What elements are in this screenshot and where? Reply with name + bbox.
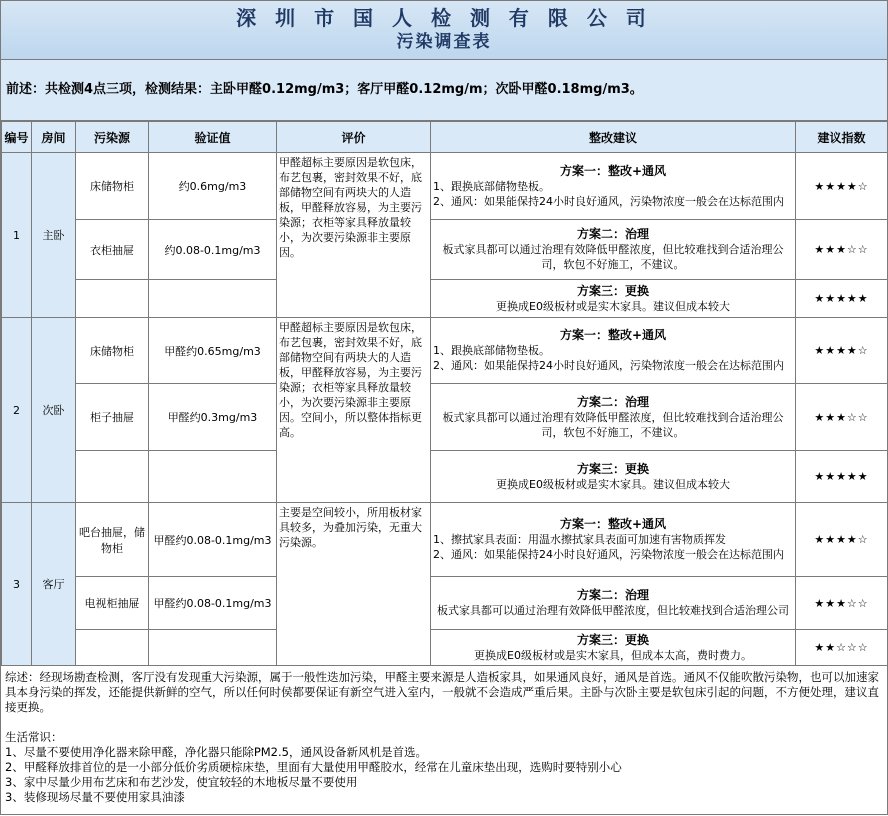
- col-header: 建议指数: [796, 122, 888, 153]
- plan-cell: [431, 153, 796, 220]
- table-row: [2, 153, 888, 220]
- evaluation-text: 甲醛超标主要原因是软包床，布艺包裹，密封效果不好，底部储物空间有两块大的人造板，甲醛释放容易，为主要污染源；衣柜等家具释放量较小，为次要污染源非主要原因。空间小，所以整体指标更高。: [277, 318, 431, 503]
- plan-line: 更换成E0级板材或是实木家具。建议但成本较大: [496, 299, 730, 313]
- col-header: 房间: [32, 122, 76, 153]
- plan-title: 方案二：治理: [576, 394, 649, 409]
- pollution-table: [1, 121, 888, 666]
- pollution-source: 吧台抽屉，储物柜: [76, 503, 149, 577]
- test-value: [149, 630, 277, 666]
- plan-line: 2、通风：如果能保持24小时良好通风，污染物浓度一般会在达标范围内: [433, 194, 784, 208]
- rating-stars: ★★★☆☆: [796, 220, 888, 280]
- plan-title: 方案一：整改+通风: [559, 163, 667, 178]
- table-row: [2, 220, 888, 280]
- table-row: [2, 384, 888, 451]
- rating-stars: ★★★★☆: [796, 153, 888, 220]
- tip-item: 1、尽量不要使用净化器来除甲醛，净化器只能除PM2.5，通风设备新风机是首选。: [5, 745, 427, 759]
- room-number: 2: [2, 318, 32, 503]
- rating-stars: ★★★★☆: [796, 318, 888, 384]
- tip-item: 3、家中尽量少用布艺床和布艺沙发，使宜较轻的木地板尽量不要使用: [5, 775, 358, 789]
- test-value: 甲醛约0.65mg/m3: [149, 318, 277, 384]
- summary-line: 前述：共检测4点三项，检测结果：主卧甲醛0.12mg/m3；客厅甲醛0.12mg/m；次卧甲醛0.18mg/m3。: [1, 60, 887, 121]
- tip-item: 2、甲醛释放排首位的是一小部分低价劣质硬棕床垫，里面有大量使用甲醛胶水，经常在儿童床垫出现，选购时要特别小心: [5, 760, 622, 774]
- test-value: [149, 280, 277, 318]
- rating-stars: ★★☆☆☆: [796, 630, 888, 666]
- plan-title: 方案二：治理: [576, 588, 649, 602]
- plan-line: 更换成E0级板材或是实木家具，但成本太高，费时费力。: [474, 648, 752, 662]
- rating-stars: ★★★☆☆: [796, 577, 888, 630]
- title-banner: [1, 1, 887, 60]
- pollution-source: 床储物柜: [76, 153, 149, 220]
- plan-line: 更换成E0级板材或是实木家具。建议但成本较大: [496, 477, 730, 491]
- table-row: [2, 280, 888, 318]
- pollution-source: [76, 630, 149, 666]
- room-number: 3: [2, 503, 32, 666]
- plan-line: 1、跟换底部储物垫板。: [433, 344, 550, 357]
- pollution-source: 床储物柜: [76, 318, 149, 384]
- plan-cell: [431, 318, 796, 384]
- test-value: 约0.6mg/m3: [149, 153, 277, 220]
- conclusion-text: 综述：经现场勘查检测，客厅没有发现重大污染源，属于一般性迭加污染，甲醛主要来源是人造板家具，如果通风良好，通风是首选。通风不仅能吹散污染物，也可以加速家具本身污染的挥发，还能提供新鲜的空气，所以任何时侯都要保证有新空气进入室内，一般就不会造成严重后果。主卧与次卧主要是软包床引起的问题，不方便处理，建议直接更换。: [5, 670, 879, 714]
- plan-cell: [431, 503, 796, 577]
- test-value: 约0.08-0.1mg/m3: [149, 220, 277, 280]
- col-header: 编号: [2, 122, 32, 153]
- room-name: 次卧: [32, 318, 76, 503]
- col-header: 验证值: [149, 122, 277, 153]
- plan-title: 方案一：整改+通风: [559, 328, 667, 342]
- plan-title: 方案三：更换: [576, 632, 649, 647]
- test-value: 甲醛约0.3mg/m3: [149, 384, 277, 451]
- room-name: 主卧: [32, 153, 76, 318]
- col-header: 污染源: [76, 122, 149, 153]
- plan-title: 方案三：更换: [576, 283, 649, 298]
- plan-line: 1、擦拭家具表面：用温水擦拭家具表面可加速有害物质挥发: [433, 533, 726, 546]
- rating-stars: ★★★★☆: [796, 503, 888, 577]
- pollution-source: 衣柜抽屉: [76, 220, 149, 280]
- pollution-source: 电视柜抽屉: [76, 577, 149, 630]
- evaluation-text: 主要是空间较小，所用板材家具较多，为叠加污染，无重大污染源。: [277, 503, 431, 666]
- room-number: 1: [2, 153, 32, 318]
- plan-line: 板式家具都可以通过治理有效降低甲醛浓度，但比较难找到合适治理公司，软包不好施工，不建议。: [442, 243, 784, 271]
- rating-stars: ★★★★★: [796, 451, 888, 503]
- col-header: 评价: [277, 122, 431, 153]
- rating-stars: ★★★☆☆: [796, 384, 888, 451]
- company-name: 深 圳 市 国 人 检 测 有 限 公 司: [236, 6, 652, 30]
- test-value: 甲醛约0.08-0.1mg/m3: [149, 503, 277, 577]
- plan-line: 1、跟换底部储物垫板。: [433, 179, 550, 193]
- plan-line: 2、通风：如果能保持24小时良好通风，污染物浓度一般会在达标范围内: [433, 548, 784, 561]
- table-row: [2, 630, 888, 666]
- rating-stars: ★★★★★: [796, 280, 888, 318]
- col-header: 整改建议: [431, 122, 796, 153]
- tips-title: 生活常识：: [5, 730, 63, 744]
- report-title: 污染调查表: [396, 32, 492, 52]
- table-row: [2, 451, 888, 503]
- plan-cell: [431, 630, 796, 666]
- plan-title: 方案三：更换: [576, 461, 649, 476]
- evaluation-text: 甲醛超标主要原因是软包床，布艺包裹，密封效果不好，底部储物空间有两块大的人造板，甲醛释放容易，为主要污染源；衣柜等家具释放量较小，为次要污染源非主要原因。: [277, 153, 431, 318]
- room-name: 客厅: [32, 503, 76, 666]
- test-value: [149, 451, 277, 503]
- plan-cell: [431, 577, 796, 630]
- plan-line: 2、通风：如果能保持24小时良好通风，污染物浓度一般会在达标范围内: [433, 359, 784, 372]
- pollution-source: [76, 451, 149, 503]
- table-row: [2, 503, 888, 577]
- plan-cell: [431, 220, 796, 280]
- header-row: [2, 122, 888, 153]
- plan-cell: [431, 280, 796, 318]
- tip-item: 3、装修现场尽量不要使用家具油漆: [5, 790, 185, 804]
- plan-cell: [431, 451, 796, 503]
- test-value: 甲醛约0.08-0.1mg/m3: [149, 577, 277, 630]
- table-row: [2, 318, 888, 384]
- table-row: [2, 577, 888, 630]
- plan-line: 板式家具都可以通过治理有效降低甲醛浓度，但比较难找到合适治理公司，软包不好施工，不建议。: [442, 410, 784, 439]
- plan-cell: [431, 384, 796, 451]
- plan-title: 方案一：整改+通风: [559, 517, 667, 531]
- pollution-source: 柜子抽屉: [76, 384, 149, 451]
- pollution-source: [76, 280, 149, 318]
- plan-title: 方案二：治理: [576, 227, 649, 241]
- notes-section: [1, 666, 887, 816]
- plan-line: 板式家具都可以通过治理有效降低甲醛浓度，但比较难找到合适治理公司: [437, 604, 789, 617]
